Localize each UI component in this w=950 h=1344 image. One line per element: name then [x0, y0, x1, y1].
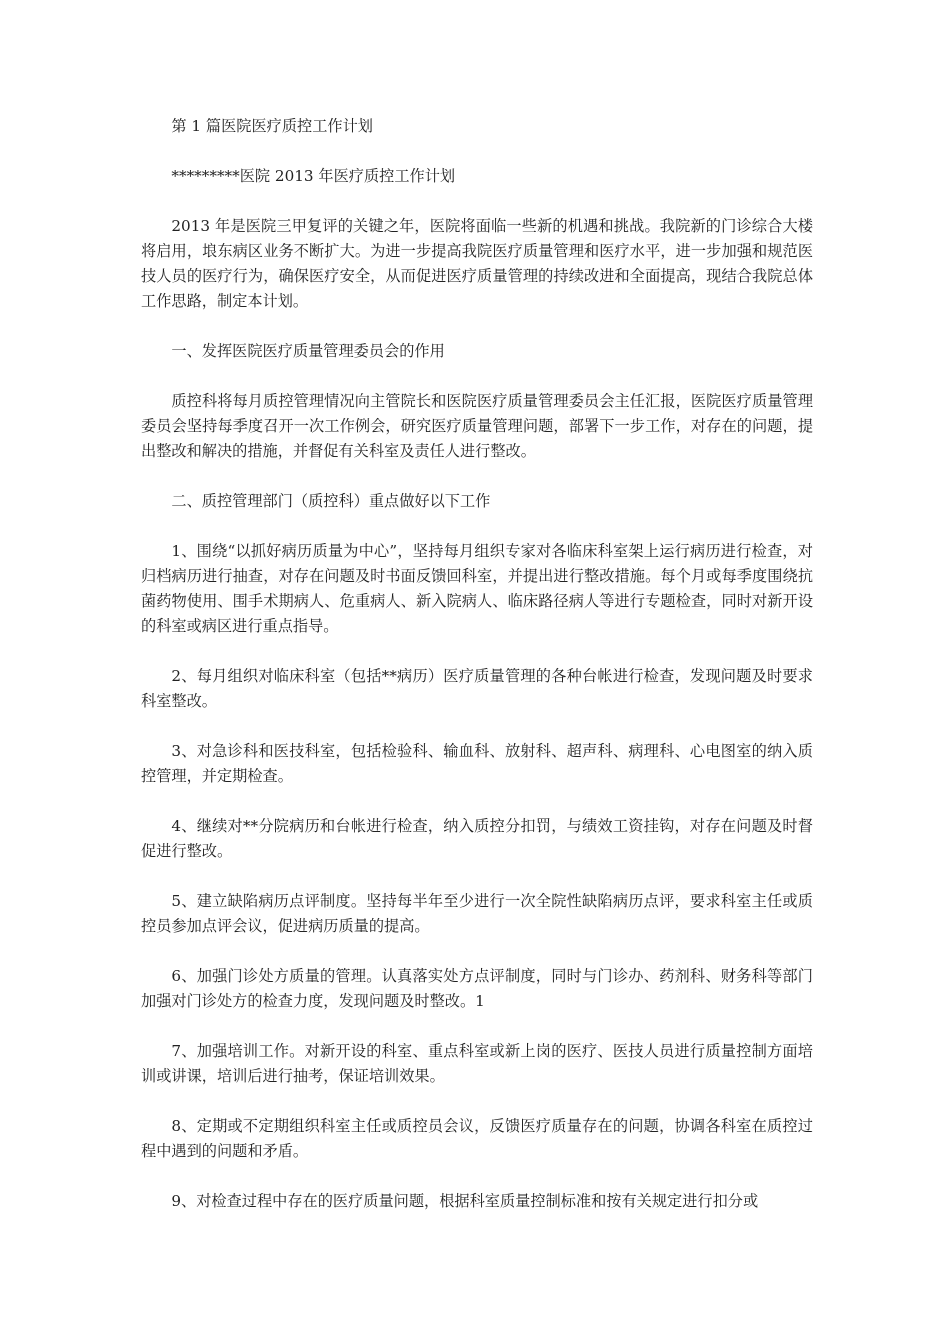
- list-item: 5、建立缺陷病历点评制度。坚持每半年至少进行一次全院性缺陷病历点评，要求科室主任或质控员参加点评会议，促进病历质量的提高。: [141, 892, 813, 935]
- list-item: 9、对检查过程中存在的医疗质量问题，根据科室质量控制标准和按有关规定进行扣分或: [171, 1192, 759, 1210]
- list-item: 7、加强培训工作。对新开设的科室、重点科室或新上岗的医疗、医技人员进行质量控制方面培训或讲课，培训后进行抽考，保证培训效果。: [141, 1042, 813, 1085]
- section-heading-2: 二、质控管理部门（质控科）重点做好以下工作: [171, 492, 491, 510]
- list-item: 1、围绕“以抓好病历质量为中心”，坚持每月组织专家对各临床科室架上运行病历进行检查，对归档病历进行抽查，对存在问题及时书面反馈回科室，并提出进行整改措施。每个月或每季度围绕抗菌药物使用、围手术期病人、危重病人、新入院病人、临床路径病人等进行专题检查，同时对新开设的科室或病区进行重点指导。: [141, 542, 813, 635]
- list-item: 2、每月组织对临床科室（包括**病历）医疗质量管理的各种台帐进行检查，发现问题及时要求科室整改。: [141, 667, 813, 710]
- list-item: 4、继续对**分院病历和台帐进行检查，纳入质控分扣罚，与绩效工资挂钩，对存在问题及时督促进行整改。: [141, 817, 813, 860]
- intro-paragraph: 2013 年是医院三甲复评的关键之年，医院将面临一些新的机遇和挑战。我院新的门诊综合大楼将启用，埌东病区业务不断扩大。为进一步提高我院医疗质量管理和医疗水平，进一步加强和规范医技人员的医疗行为，确保医疗安全，从而促进医疗质量管理的持续改进和全面提高，现结合我院总体工作思路，制定本计划。: [141, 217, 813, 310]
- section-heading-1: 一、发挥医院医疗质量管理委员会的作用: [171, 342, 445, 360]
- section-body-1: 质控科将每月质控管理情况向主管院长和医院医疗质量管理委员会主任汇报，医院医疗质量管理委员会坚持每季度召开一次工作例会，研究医疗质量管理问题，部署下一步工作，对存在的问题，提出整改和解决的措施，并督促有关科室及责任人进行整改。: [141, 392, 813, 460]
- document-body: [141, 114, 813, 1239]
- document-subtitle: *********医院 2013 年医疗质控工作计划: [171, 167, 456, 185]
- list-item: 8、定期或不定期组织科室主任或质控员会议，反馈医疗质量存在的问题，协调各科室在质控过程中遇到的问题和矛盾。: [141, 1117, 813, 1160]
- document-title: 第 1 篇医院医疗质控工作计划: [171, 117, 373, 135]
- list-item: 6、加强门诊处方质量的管理。认真落实处方点评制度，同时与门诊办、药剂科、财务科等部门加强对门诊处方的检查力度，发现问题及时整改。1: [141, 967, 813, 1010]
- list-item: 3、对急诊科和医技科室，包括检验科、输血科、放射科、超声科、病理科、心电图室的纳入质控管理，并定期检查。: [141, 742, 813, 785]
